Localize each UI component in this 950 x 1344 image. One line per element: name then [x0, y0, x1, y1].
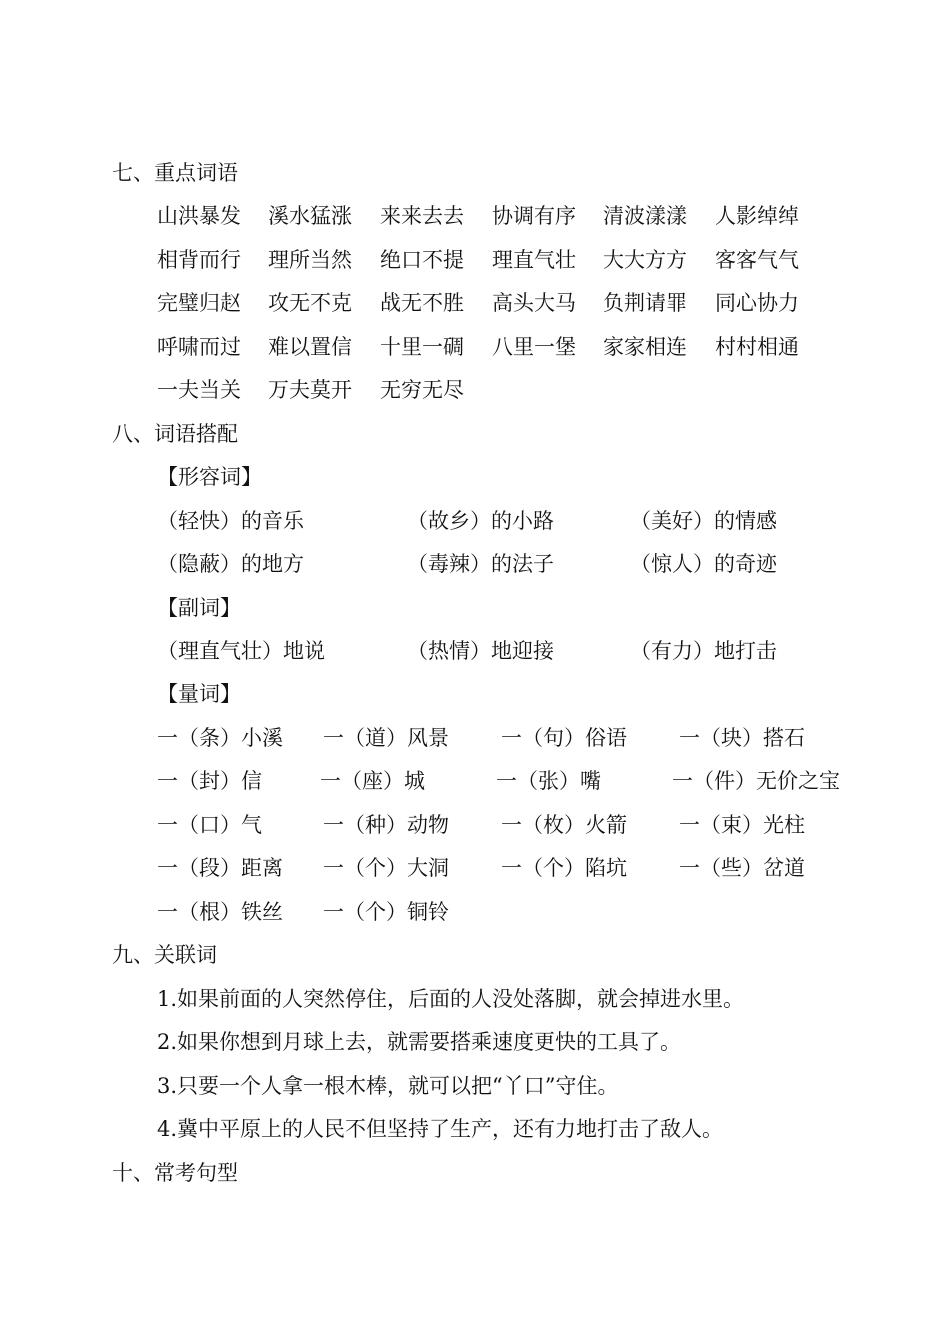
measure-word-item: 一（些）岔道 — [679, 856, 805, 880]
word-item: 家家相连 — [603, 335, 687, 359]
word-item: 清波漾漾 — [603, 204, 687, 228]
measure-word-item: 一（封）信 — [157, 769, 262, 793]
word-item: 八里一堡 — [492, 335, 576, 359]
word-item: 无穷无尽 — [380, 378, 464, 402]
collocation-item: （故乡）的小路 — [407, 509, 554, 533]
measure-word-item: 一（口）气 — [157, 813, 262, 837]
conjunction-sentence: 2.如果你想到月球上去，就需要搭乘速度更快的工具了。 — [157, 1030, 682, 1054]
measure-word-item: 一（种）动物 — [323, 813, 449, 837]
adjective-label: 【形容词】 — [157, 465, 262, 489]
word-item: 万夫莫开 — [268, 378, 352, 402]
measure-word-item: 一（件）无价之宝 — [672, 769, 840, 793]
word-item: 相背而行 — [157, 248, 241, 272]
measure-word-item: 一（道）风景 — [323, 726, 449, 750]
measure-word-item: 一（座）城 — [320, 769, 425, 793]
adverb-label: 【副词】 — [157, 596, 241, 620]
collocation-item: （热情）地迎接 — [407, 639, 554, 663]
measure-word-item: 一（束）光柱 — [679, 813, 805, 837]
measure-word-item: 一（个）铜铃 — [323, 900, 449, 924]
word-item: 溪水猛涨 — [268, 204, 352, 228]
measure-word-item: 一（枚）火箭 — [501, 813, 627, 837]
word-item: 完璧归赵 — [157, 291, 241, 315]
section-9-title: 九、关联词 — [112, 943, 217, 967]
conjunction-sentence: 1.如果前面的人突然停住，后面的人没处落脚，就会掉进水里。 — [157, 987, 745, 1011]
measure-word-item: 一（张）嘴 — [496, 769, 601, 793]
word-item: 同心协力 — [715, 291, 799, 315]
measure-word-item: 一（句）俗语 — [501, 726, 627, 750]
word-item: 攻无不克 — [268, 291, 352, 315]
measure-word-item: 一（块）搭石 — [679, 726, 805, 750]
collocation-item: （隐蔽）的地方 — [157, 552, 304, 576]
section-10-title: 十、常考句型 — [112, 1161, 238, 1185]
collocation-item: （理直气壮）地说 — [157, 639, 325, 663]
measure-word-item: 一（个）陷坑 — [501, 856, 627, 880]
word-item: 大大方方 — [603, 248, 687, 272]
word-item: 客客气气 — [715, 248, 799, 272]
word-item: 理直气壮 — [492, 248, 576, 272]
collocation-item: （毒辣）的法子 — [407, 552, 554, 576]
word-item: 高头大马 — [492, 291, 576, 315]
section-7-title: 七、重点词语 — [112, 161, 238, 185]
word-item: 呼啸而过 — [157, 335, 241, 359]
word-item: 协调有序 — [492, 204, 576, 228]
word-item: 村村相通 — [715, 335, 799, 359]
word-item: 人影绰绰 — [715, 204, 799, 228]
word-item: 战无不胜 — [380, 291, 464, 315]
collocation-item: （惊人）的奇迹 — [630, 552, 777, 576]
word-item: 难以置信 — [268, 335, 352, 359]
section-8-title: 八、词语搭配 — [112, 422, 238, 446]
conjunction-sentence: 4.冀中平原上的人民不但坚持了生产，还有力地打击了敌人。 — [157, 1117, 724, 1141]
word-item: 绝口不提 — [380, 248, 464, 272]
conjunction-sentence: 3.只要一个人拿一根木棒，就可以把“丫口”守住。 — [157, 1074, 619, 1098]
measure-word-label: 【量词】 — [157, 682, 241, 706]
word-item: 来来去去 — [380, 204, 464, 228]
word-item: 负荆请罪 — [603, 291, 687, 315]
measure-word-item: 一（段）距离 — [157, 856, 283, 880]
measure-word-item: 一（条）小溪 — [157, 726, 283, 750]
collocation-item: （有力）地打击 — [630, 639, 777, 663]
collocation-item: （轻快）的音乐 — [157, 509, 304, 533]
measure-word-item: 一（个）大洞 — [323, 856, 449, 880]
collocation-item: （美好）的情感 — [630, 509, 777, 533]
word-item: 十里一碉 — [380, 335, 464, 359]
measure-word-item: 一（根）铁丝 — [157, 900, 283, 924]
word-item: 理所当然 — [268, 248, 352, 272]
word-item: 一夫当关 — [157, 378, 241, 402]
word-item: 山洪暴发 — [157, 204, 241, 228]
